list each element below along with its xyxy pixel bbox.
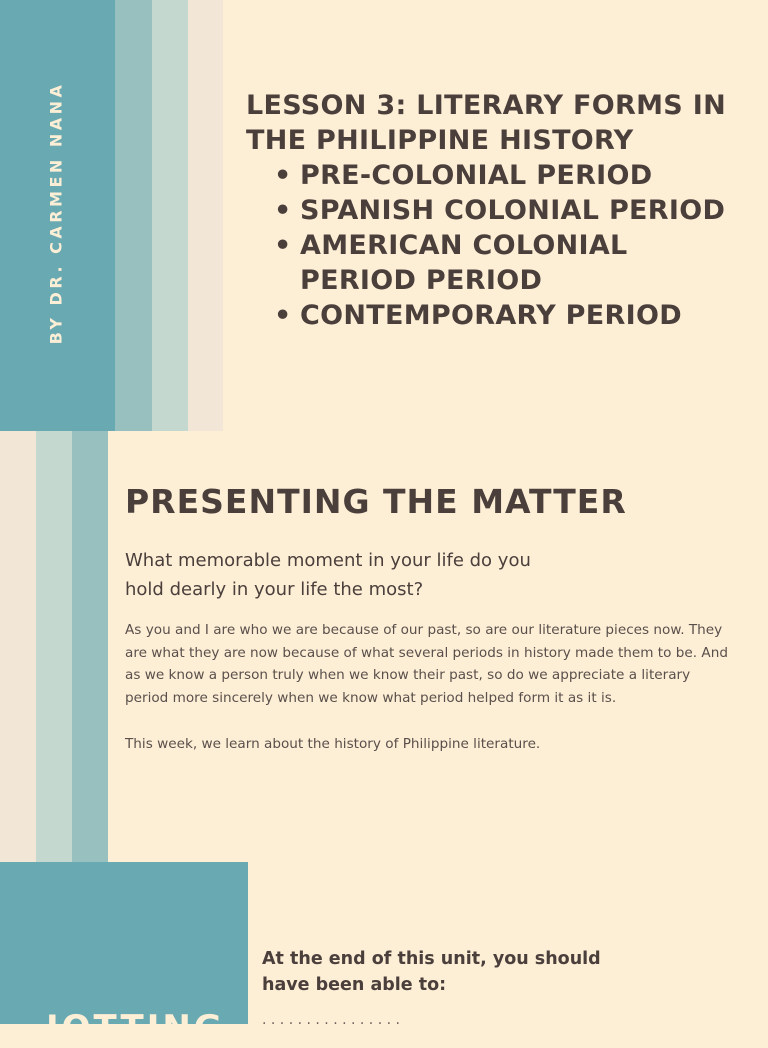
objectives-heading: At the end of this unit, you should have been able to: [262, 949, 601, 995]
section-heading: PRESENTING THE MATTER [125, 482, 627, 521]
author-credit: BY DR. CARMEN NANA [46, 81, 66, 345]
bullet-glyph: • [274, 195, 292, 226]
lesson-title: LESSON 3: LITERARY FORMS IN THE PHILIPPINE HISTORY [246, 90, 726, 156]
bullet-glyph: • [274, 230, 292, 261]
period-item [246, 228, 746, 298]
mid-stripe-cream [0, 431, 36, 862]
top-stripe-teal-light [152, 0, 188, 431]
mid-stripe-teal-mid [72, 431, 108, 862]
week-note: This week, we learn about the history of Philippine literature. [125, 736, 541, 752]
objectives-partial-line: · · · · · · · · · · · · · · · · [262, 1016, 400, 1032]
bullet-glyph: • [274, 300, 292, 331]
period-label: AMERICAN COLONIAL PERIOD PERIOD [300, 230, 628, 296]
period-label: SPANISH COLONIAL PERIOD [300, 195, 726, 226]
mid-stripe-teal-light [36, 431, 72, 862]
top-stripe-cream [188, 0, 223, 431]
bullet-glyph: • [274, 160, 292, 191]
period-label: PRE-COLONIAL PERIOD [300, 160, 653, 191]
jotting-label: JOTTING [46, 1008, 225, 1048]
period-list [246, 158, 746, 333]
period-item [246, 298, 746, 333]
guiding-question: What memorable moment in your life do you hold dearly in your life the most? [125, 550, 531, 600]
top-stripe-teal-mid [115, 0, 152, 431]
lesson-title-block [246, 88, 746, 333]
period-label: CONTEMPORARY PERIOD [300, 300, 682, 331]
intro-paragraph: As you and I are who we are because of our past, so are our literature pieces now. They are what they are now because of what several periods in history made them to be. And as we know a person truly when we know their past, so do we appreciate a literary period more sincerely when we know what period helped form it as it is. [125, 622, 728, 706]
period-item [246, 193, 746, 228]
bottom-teal-block [0, 862, 248, 1024]
period-item [246, 158, 746, 193]
